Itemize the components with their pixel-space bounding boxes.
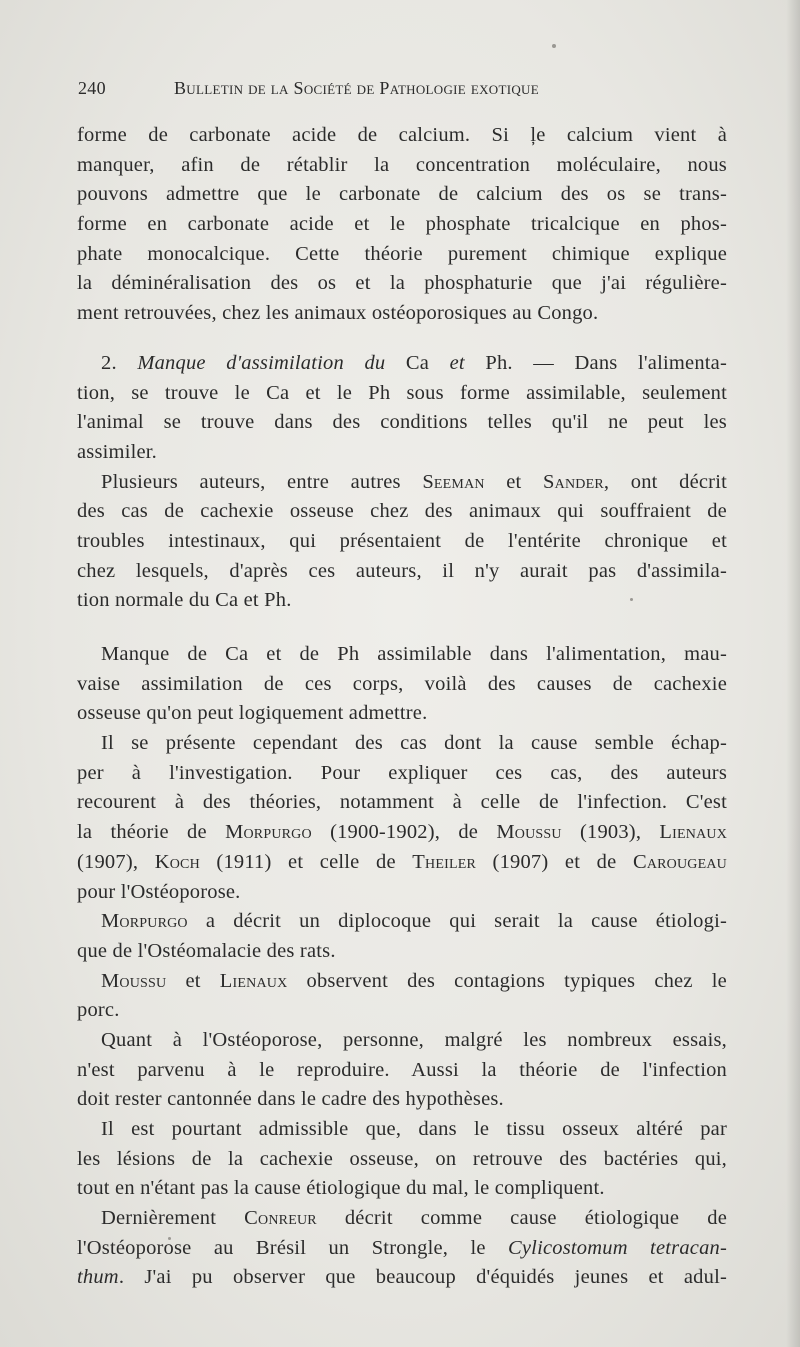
page-number: 240 (78, 78, 106, 98)
author-name: Lienaux (219, 969, 288, 992)
text-line: tout en n'étant pas la cause étiologique du mal, le compliquent. (77, 1177, 605, 1200)
text-line: assimiler. (77, 440, 158, 463)
text-line: 2. Manque d'assimilation du Ca et Ph. — Dans l'alimenta- (101, 351, 727, 374)
text-line: doit rester cantonnée dans le cadre des hypothèses. (77, 1088, 504, 1111)
author-name: Carougeau (632, 850, 727, 873)
page-header (78, 78, 728, 102)
paper-speck (552, 44, 556, 48)
author-name: Koch (154, 850, 200, 873)
text-line: tion, se trouve le Ca et le Ph sous forme assimilable, seulement (77, 381, 727, 404)
text-line: ment retrouvées, chez les animaux ostéoporosiques au Congo. (77, 302, 599, 325)
text-line: porc. (77, 999, 120, 1022)
text-line: Manque de Ca et de Ph assimilable dans l'alimentation, mau- (101, 643, 727, 665)
text-line: Morpurgo a décrit un diplocoque qui serait la cause étiologi- (101, 910, 727, 933)
text-line: l'Ostéoporose au Brésil un Strongle, le Cylicostomum tetracan- (77, 1236, 727, 1259)
text-line: la déminéralisation des os et la phosphaturie que j'ai régulière- (77, 272, 727, 295)
text-line: (1907), Koch (1911) et celle de Theiler (1907) et de Carougeau (77, 850, 727, 873)
text-line: la théorie de Morpurgo (1900-1902), de Moussu (1903), Lienaux (77, 821, 727, 844)
text-line: l'animal se trouve dans des conditions telles qu'il ne peut les (77, 411, 727, 434)
species-name: thum (77, 1266, 119, 1289)
author-name: Moussu (496, 821, 562, 844)
text-line: tion normale du Ca et Ph. (77, 589, 292, 612)
text-line: vaise assimilation de ces corps, voilà des causes de cachexie (77, 672, 727, 695)
page-edge-shadow (786, 0, 800, 1347)
text-line: Plusieurs auteurs, entre autres Seeman et Sander, ont décrit (101, 470, 727, 493)
author-name: Sander (543, 470, 604, 493)
author-name: Seeman (422, 470, 485, 493)
author-name: Theiler (412, 850, 476, 873)
text-line: recourent à des théories, notamment à celle de l'infection. C'est (77, 791, 727, 814)
body-text (77, 121, 727, 1293)
author-name: Moussu (101, 969, 167, 992)
text-line: Dernièrement Conreur décrit comme cause étiologique de (101, 1207, 727, 1230)
text-line: thum. J'ai pu observer que beaucoup d'équidés jeunes et adul- (77, 1266, 727, 1289)
text-line: Il se présente cependant des cas dont la cause semble échap- (101, 732, 727, 755)
text-line: manquer, afin de rétablir la concentration moléculaire, nous (77, 153, 727, 176)
text-line: forme de carbonate acide de calcium. Si ļe calcium vient à (77, 124, 727, 146)
text-line: les lésions de la cachexie osseuse, on retrouve des bactéries qui, (77, 1147, 727, 1170)
text-line: pour l'Ostéoporose. (77, 880, 241, 903)
author-name: Conreur (244, 1207, 317, 1230)
text-line: Il est pourtant admissible que, dans le tissu osseux altéré par (101, 1118, 727, 1140)
section-heading: Manque d'assimilation du (137, 351, 386, 374)
text-line: osseuse qu'on peut logiquement admettre. (77, 702, 428, 725)
text-line: phate monocalcique. Cette théorie purement chimique explique (77, 242, 727, 265)
text-line: Quant à l'Ostéoporose, personne, malgré les nombreux essais, (101, 1028, 727, 1051)
text-line: per à l'investigation. Pour expliquer ces cas, des auteurs (77, 761, 727, 784)
running-head: Bulletin de la Société de Pathologie exotique (174, 78, 539, 98)
author-name: Morpurgo (225, 821, 312, 844)
text-line: forme en carbonate acide et le phosphate tricalcique en phos- (77, 213, 727, 236)
species-name: Cylicostomum tetracan- (508, 1236, 727, 1259)
text-line: Moussu et Lienaux observent des contagions typiques chez le (101, 969, 727, 992)
text-line: pouvons admettre que le carbonate de calcium des os se trans- (77, 183, 727, 206)
text-line: troubles intestinaux, qui présentaient de l'entérite chronique et (77, 529, 727, 552)
text-line: chez lesquels, d'après ces auteurs, il n'y aurait pas d'assimila- (77, 559, 727, 582)
text-line: que de l'Ostéomalacie des rats. (77, 939, 336, 962)
section-number: 2. (101, 351, 138, 374)
text-line: n'est parvenu à le reproduire. Aussi la théorie de l'infection (77, 1058, 727, 1081)
author-name: Lienaux (659, 821, 727, 844)
author-name: Morpurgo (101, 910, 188, 933)
text-line: des cas de cachexie osseuse chez des animaux qui souffraient de (77, 500, 727, 523)
